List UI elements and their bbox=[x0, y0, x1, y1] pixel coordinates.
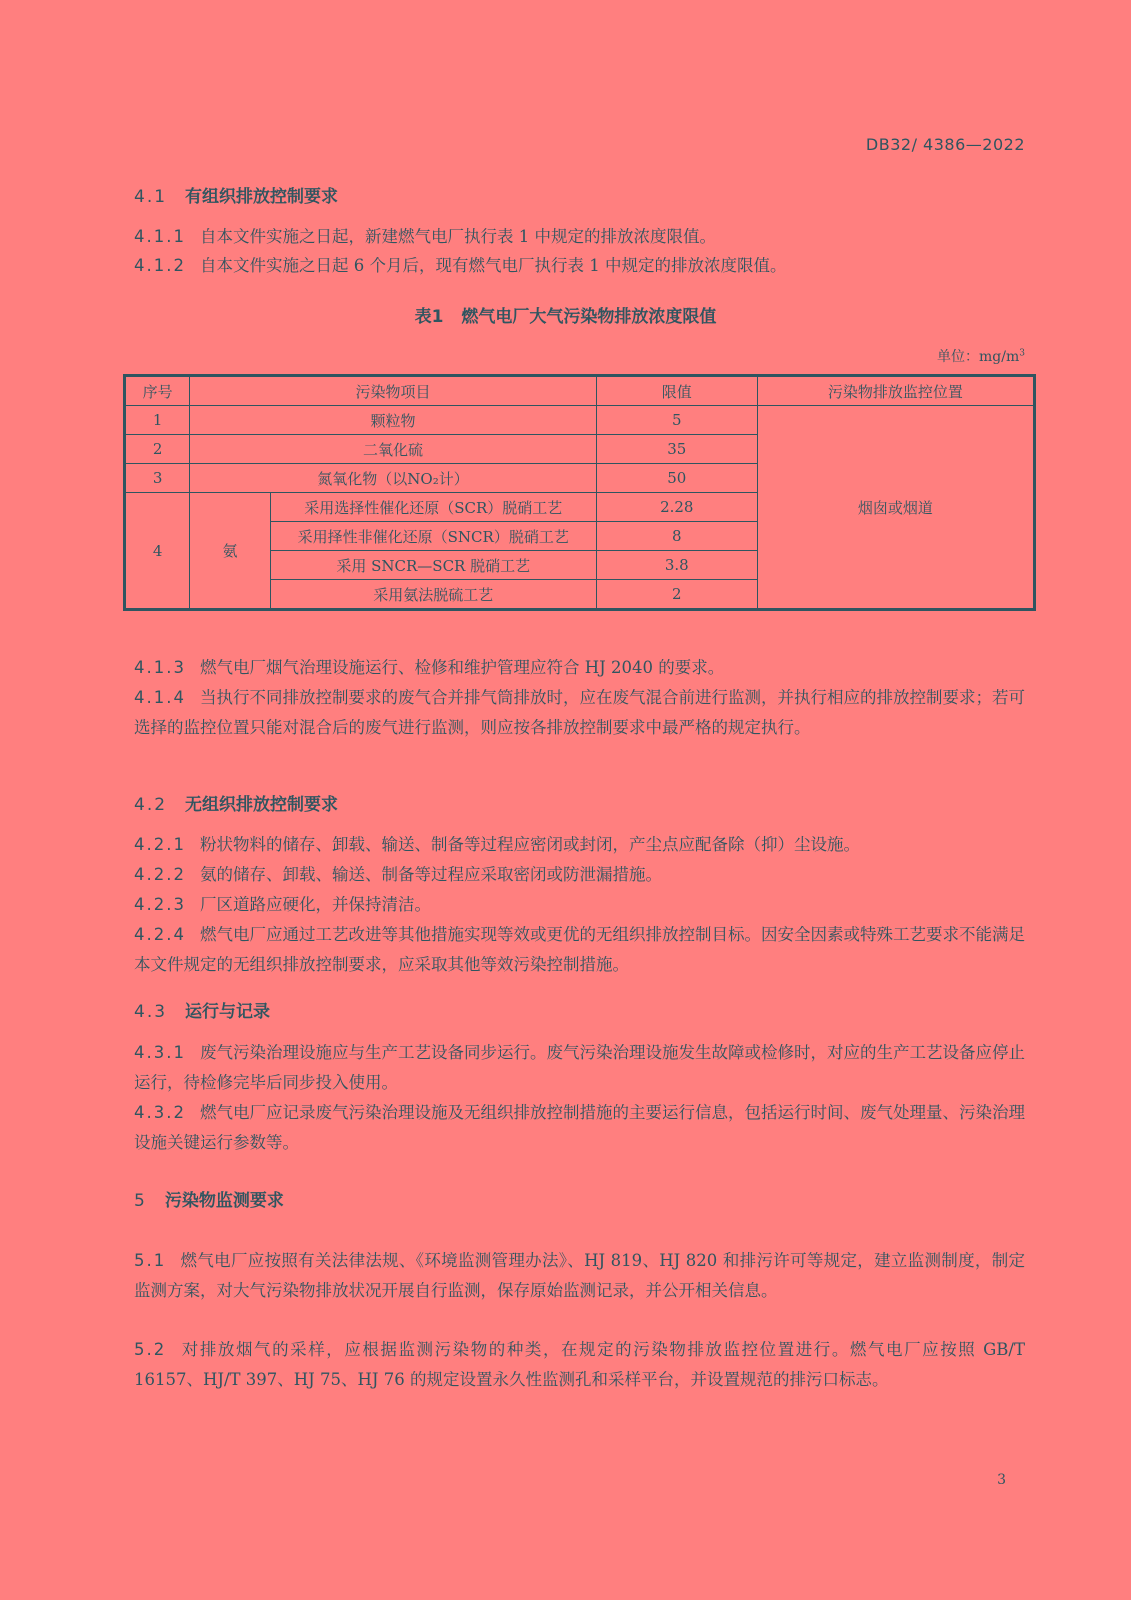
clause-4-2-1: 4.2.1 粉状物料的储存、卸载、输送、制备等过程应密闭或封闭，产尘点应配备除（抑）尘设施。 bbox=[134, 835, 860, 854]
table-row: 4 氨 采用选择性催化还原（SCR）脱硝工艺 2.28 bbox=[125, 493, 1035, 522]
heading-5: 5 污染物监测要求 bbox=[134, 1191, 284, 1211]
clause-4-1-3: 4.1.3 燃气电厂烟气治理设施运行、检修和维护管理应符合 HJ 2040 的要求。 bbox=[134, 658, 725, 677]
clause-5-2: 5.2 对排放烟气的采样，应根据监测污染物的种类，在规定的污染物排放监控位置进行。燃气电厂应按照 GB/T 16157、HJ/T 397、HJ 75、HJ 76 的规定设置永久性监测孔和采样平台，并设置规范的排污口标志。 bbox=[134, 1340, 1025, 1389]
clause-4-3-2: 4.3.2 燃气电厂应记录废气污染治理设施及无组织排放控制措施的主要运行信息，包括运行时间、废气处理量、污染治理设施关键运行参数等。 bbox=[134, 1103, 1025, 1152]
clause-4-1-4: 4.1.4 当执行不同排放控制要求的废气合并排气筒排放时，应在废气混合前进行监测，并执行相应的排放控制要求；若可选择的监控位置只能对混合后的废气进行监测，则应按各排放控制要求中最严格的规定执行。 bbox=[134, 688, 1025, 737]
heading-4-3: 4.3 运行与记录 bbox=[134, 1002, 271, 1022]
table-row: 2 二氧化硫 35 bbox=[125, 435, 1035, 464]
table-row: 1 颗粒物 5 烟囱或烟道 bbox=[125, 406, 1035, 435]
table-title: 表1 燃气电厂大气污染物排放浓度限值 bbox=[414, 307, 717, 327]
clause-4-1-1: 4.1.1 自本文件实施之日起，新建燃气电厂执行表 1 中规定的排放浓度限值。 bbox=[134, 227, 716, 246]
monitor-location: 烟囱或烟道 bbox=[757, 406, 1034, 610]
emission-limit-table bbox=[123, 374, 1036, 611]
heading-4-2: 4.2 无组织排放控制要求 bbox=[134, 795, 339, 815]
clause-4-2-4: 4.2.4 燃气电厂应通过工艺改进等其他措施实现等效或更优的无组织排放控制目标。因安全因素或特殊工艺要求不能满足本文件规定的无组织排放控制要求，应采取其他等效污染控制措施。 bbox=[134, 925, 1025, 974]
table-row: 采用 SNCR—SCR 脱硝工艺 3.8 bbox=[125, 551, 1035, 580]
clause-5-1: 5.1 燃气电厂应按照有关法律法规、《环境监测管理办法》、HJ 819、HJ 820 和排污许可等规定，建立监测制度，制定监测方案，对大气污染物排放状况开展自行监测，保存原始监测记录，并公开相关信息。 bbox=[134, 1251, 1025, 1300]
heading-4-1: 4.1 有组织排放控制要求 bbox=[134, 187, 339, 207]
clause-4-3-1: 4.3.1 废气污染治理设施应与生产工艺设备同步运行。废气污染治理设施发生故障或检修时，对应的生产工艺设备应停止运行，待检修完毕后同步投入使用。 bbox=[134, 1043, 1025, 1092]
table-header-row: 序号 污染物项目 限值 污染物排放监控位置 bbox=[125, 376, 1035, 406]
clause-4-1-2: 4.1.2 自本文件实施之日起 6 个月后，现有燃气电厂执行表 1 中规定的排放浓度限值。 bbox=[134, 256, 787, 275]
clause-4-2-2: 4.2.2 氨的储存、卸载、输送、制备等过程应采取密闭或防泄漏措施。 bbox=[134, 865, 662, 884]
table-row: 3 氮氧化物（以NO₂计） 50 bbox=[125, 464, 1035, 493]
table-row: 采用择性非催化还原（SNCR）脱硝工艺 8 bbox=[125, 522, 1035, 551]
standard-number: DB32/ 4386—2022 bbox=[865, 135, 1025, 154]
page-number: 3 bbox=[997, 1472, 1006, 1488]
clause-4-2-3: 4.2.3 厂区道路应硬化，并保持清洁。 bbox=[134, 895, 431, 914]
table-unit: 单位：$mg/m^3$ bbox=[937, 348, 1025, 365]
table-row: 采用氨法脱硫工艺 2 bbox=[125, 580, 1035, 610]
